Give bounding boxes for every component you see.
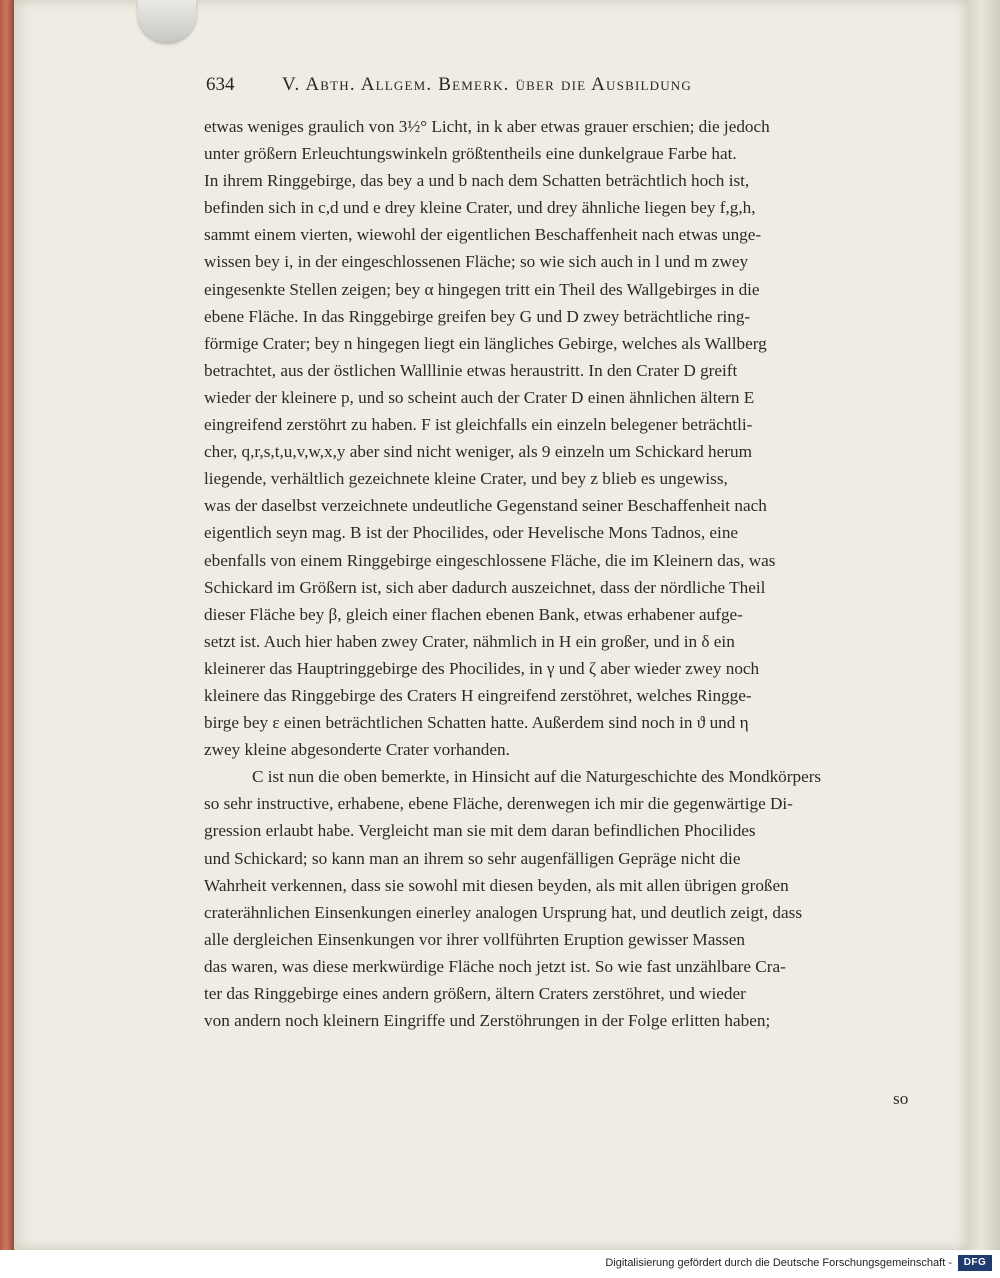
text-line: ebene Fläche. In das Ringgebirge greifen bey G und D zwey beträchtliche ring-: [204, 306, 751, 326]
digitization-footer: [0, 1250, 1000, 1278]
running-head: V. Abth. Allgem. Bemerk. über die Ausbildung: [282, 74, 692, 95]
dfg-logo: DFG: [958, 1255, 992, 1271]
text-line: wieder der kleinere p, und so scheint auch der Crater D einen ähnlichen ältern E: [204, 387, 755, 407]
book-spine-edge: [0, 0, 14, 1250]
text-line: gression erlaubt habe. Vergleicht man sie mit dem daran befindlichen Phocilides: [204, 821, 756, 841]
text-line: das waren, was diese merkwürdige Fläche noch jetzt ist. So wie fast unzählbare Cra-: [204, 956, 786, 976]
text-line: etwas weniges graulich von 3½° Licht, in k aber etwas grauer erschien; die jedoch: [204, 117, 770, 136]
text-line: eigentlich seyn mag. B ist der Phocilides, oder Hevelische Mons Tadnos, eine: [204, 523, 739, 543]
text-line: so sehr instructive, erhabene, ebene Fläche, derenwegen ich mir die gegenwärtige Di-: [204, 794, 793, 814]
funding-credit: Digitalisierung gefördert durch die Deutsche Forschungsgemeinschaft -: [605, 1257, 952, 1269]
text-line: Schickard im Größern ist, sich aber dadurch auszeichnet, dass der nördliche Theil: [204, 577, 766, 597]
text-line: und Schickard; so kann man an ihrem so sehr augenfälligen Gepräge nicht die: [204, 848, 741, 868]
text-line: sammt einem vierten, wiewohl der eigentlichen Beschaffenheit nach etwas unge-: [204, 225, 762, 245]
text-line: craterähnlichen Einsenkungen einerley analogen Ursprung hat, und deutlich zeigt, dass: [204, 902, 803, 922]
body-text: [204, 113, 920, 1034]
text-line: eingreifend zerstöhrt zu haben. F ist gleichfalls ein einzeln belegener beträchtli-: [204, 415, 753, 435]
text-line: wissen bey i, in der eingeschlossenen Fläche; so wie sich auch in l und m zwey: [204, 252, 749, 272]
page-edges-right: [969, 0, 1000, 1250]
text-line: befinden sich in c,d und e drey kleine Crater, und drey ähnliche liegen bey f,g,h,: [204, 198, 756, 218]
text-line: ebenfalls von einem Ringgebirge eingeschlossene Fläche, die im Kleinern das, was: [204, 550, 776, 570]
catchword: so: [893, 1089, 909, 1108]
text-line: kleinerer das Hauptringgebirge des Phocilides, in γ und ζ aber wieder zwey noch: [204, 658, 760, 678]
text-line: betrachtet, aus der östlichen Walllinie etwas heraustritt. In den Crater D greift: [204, 360, 738, 380]
text-line: was der daselbst verzeichnete undeutliche Gegenstand seiner Beschaffenheit nach: [204, 496, 767, 516]
text-line: eingesenkte Stellen zeigen; bey α hingegen tritt ein Theil des Wallgebirges in die: [204, 279, 760, 299]
text-line: unter größern Erleuchtungswinkeln größtentheils eine dunkelgraue Farbe hat.: [204, 144, 737, 164]
text-line: Wahrheit verkennen, dass sie sowohl mit diesen beyden, als mit allen übrigen großen: [204, 875, 789, 895]
page-number: 634: [206, 74, 235, 95]
text-line: zwey kleine abgesonderte Crater vorhanden.: [204, 740, 510, 760]
text-line: birge bey ε einen beträchtlichen Schatten hatte. Außerdem sind noch in ϑ und η: [204, 713, 749, 733]
text-line: ter das Ringgebirge eines andern größern, ältern Craters zerstöhret, und wieder: [204, 984, 746, 1003]
text-line: alle dergleichen Einsenkungen vor ihrer vollführten Eruption gewisser Massen: [204, 929, 745, 949]
text-line: kleinere das Ringgebirge des Craters H eingreifend zerstöhret, welches Ringge-: [204, 685, 752, 705]
text-line: dieser Fläche bey β, gleich einer flachen ebenen Bank, etwas erhabener aufge-: [204, 604, 743, 624]
text-line: liegende, verhältlich gezeichnete kleine Crater, und bey z blieb es ungewiss,: [204, 469, 728, 489]
text-line: setzt ist. Auch hier haben zwey Crater, nähmlich in H ein großer, und in δ ein: [204, 631, 735, 651]
text-line: von andern noch kleinern Eingriffe und Zerstöhrungen in der Folge erlitten haben;: [204, 1011, 771, 1031]
text-line: cher, q,r,s,t,u,v,w,x,y aber sind nicht weniger, als 9 einzeln um Schickard herum: [204, 442, 752, 462]
text-line: In ihrem Ringgebirge, das bey a und b nach dem Schatten beträchtlich hoch ist,: [204, 171, 750, 191]
paragraph-start-line: C ist nun die oben bemerkte, in Hinsicht auf die Naturgeschichte des Mondkörpers: [252, 767, 822, 787]
text-line: förmige Crater; bey n hingegen liegt ein längliches Gebirge, welches als Wallberg: [204, 333, 767, 353]
